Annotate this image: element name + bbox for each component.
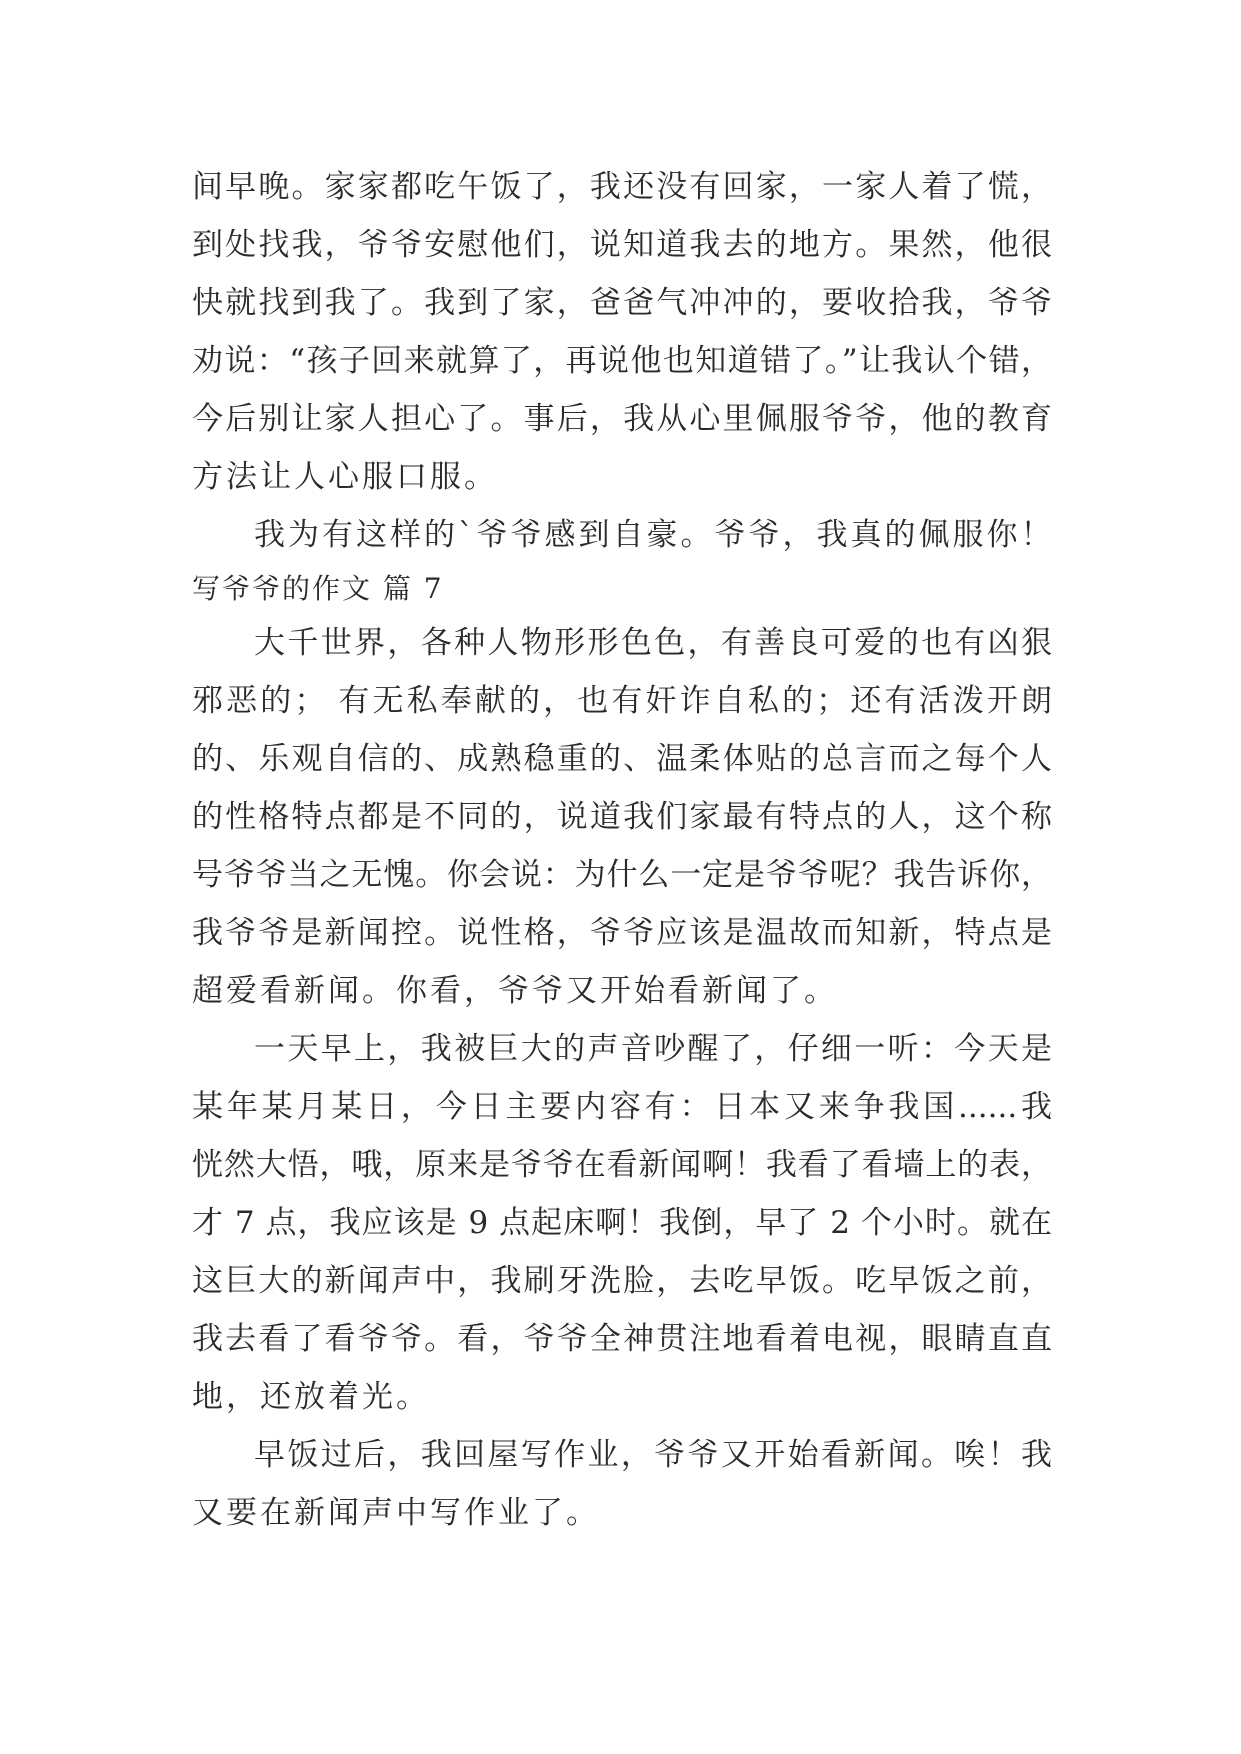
document-body	[192, 158, 1055, 1542]
text-line: 劝说：“孩子回来就算了，再说他也知道错了。”让我认个错，	[192, 343, 1052, 379]
text-line: 方法让人心服口服。	[192, 459, 498, 495]
text-line: 某年某月某日，今日主要内容有：日本又来争我国......我	[192, 1089, 1052, 1125]
text-line: 我去看了看爷爷。看，爷爷全神贯注地看着电视，眼睛直直	[192, 1321, 1052, 1357]
text-line: 早饭过后，我回屋写作业，爷爷又开始看新闻。唉！我	[254, 1437, 1052, 1473]
text-line: 号爷爷当之无愧。你会说：为什么一定是爷爷呢？我告诉你，	[192, 857, 1052, 893]
text-line: 我为有这样的`爷爷感到自豪。爷爷，我真的佩服你！	[254, 517, 1055, 553]
text-line: 快就找到我了。我到了家，爸爸气冲冲的，要收拾我，爷爷	[192, 285, 1052, 321]
text-line: 的性格特点都是不同的，说道我们家最有特点的人，这个称	[192, 799, 1052, 835]
text-line: 的、乐观自信的、成熟稳重的、温柔体贴的总言而之每个人	[192, 741, 1052, 777]
text-line: 超爱看新闻。你看，爷爷又开始看新闻了。	[192, 973, 838, 1009]
text-line: 我爷爷是新闻控。说性格，爷爷应该是温故而知新，特点是	[192, 915, 1052, 951]
text-line: 这巨大的新闻声中，我刷牙洗脸，去吃早饭。吃早饭之前，	[192, 1263, 1052, 1299]
text-line: 才 7 点，我应该是 9 点起床啊！我倒，早了 2 个小时。就在	[192, 1205, 1052, 1241]
text-line: 邪恶的； 有无私奉献的，也有奸诈自私的；还有活泼开朗	[192, 683, 1052, 719]
text-line: 地，还放着光。	[192, 1379, 430, 1415]
text-line: 一天早上，我被巨大的声音吵醒了，仔细一听：今天是	[254, 1031, 1052, 1067]
text-line: 到处找我，爷爷安慰他们，说知道我去的地方。果然，他很	[192, 227, 1052, 263]
text-line: 又要在新闻声中写作业了。	[192, 1495, 600, 1531]
text-line: 大千世界，各种人物形形色色，有善良可爱的也有凶狠	[254, 625, 1052, 661]
text-line: 间早晚。家家都吃午饭了，我还没有回家，一家人着了慌，	[192, 169, 1052, 205]
text-line: 恍然大悟，哦，原来是爷爷在看新闻啊！我看了看墙上的表，	[192, 1147, 1052, 1183]
section-heading: 写爷爷的作文 篇 7	[192, 572, 444, 605]
text-line: 今后别让家人担心了。事后，我从心里佩服爷爷，他的教育	[192, 401, 1052, 437]
